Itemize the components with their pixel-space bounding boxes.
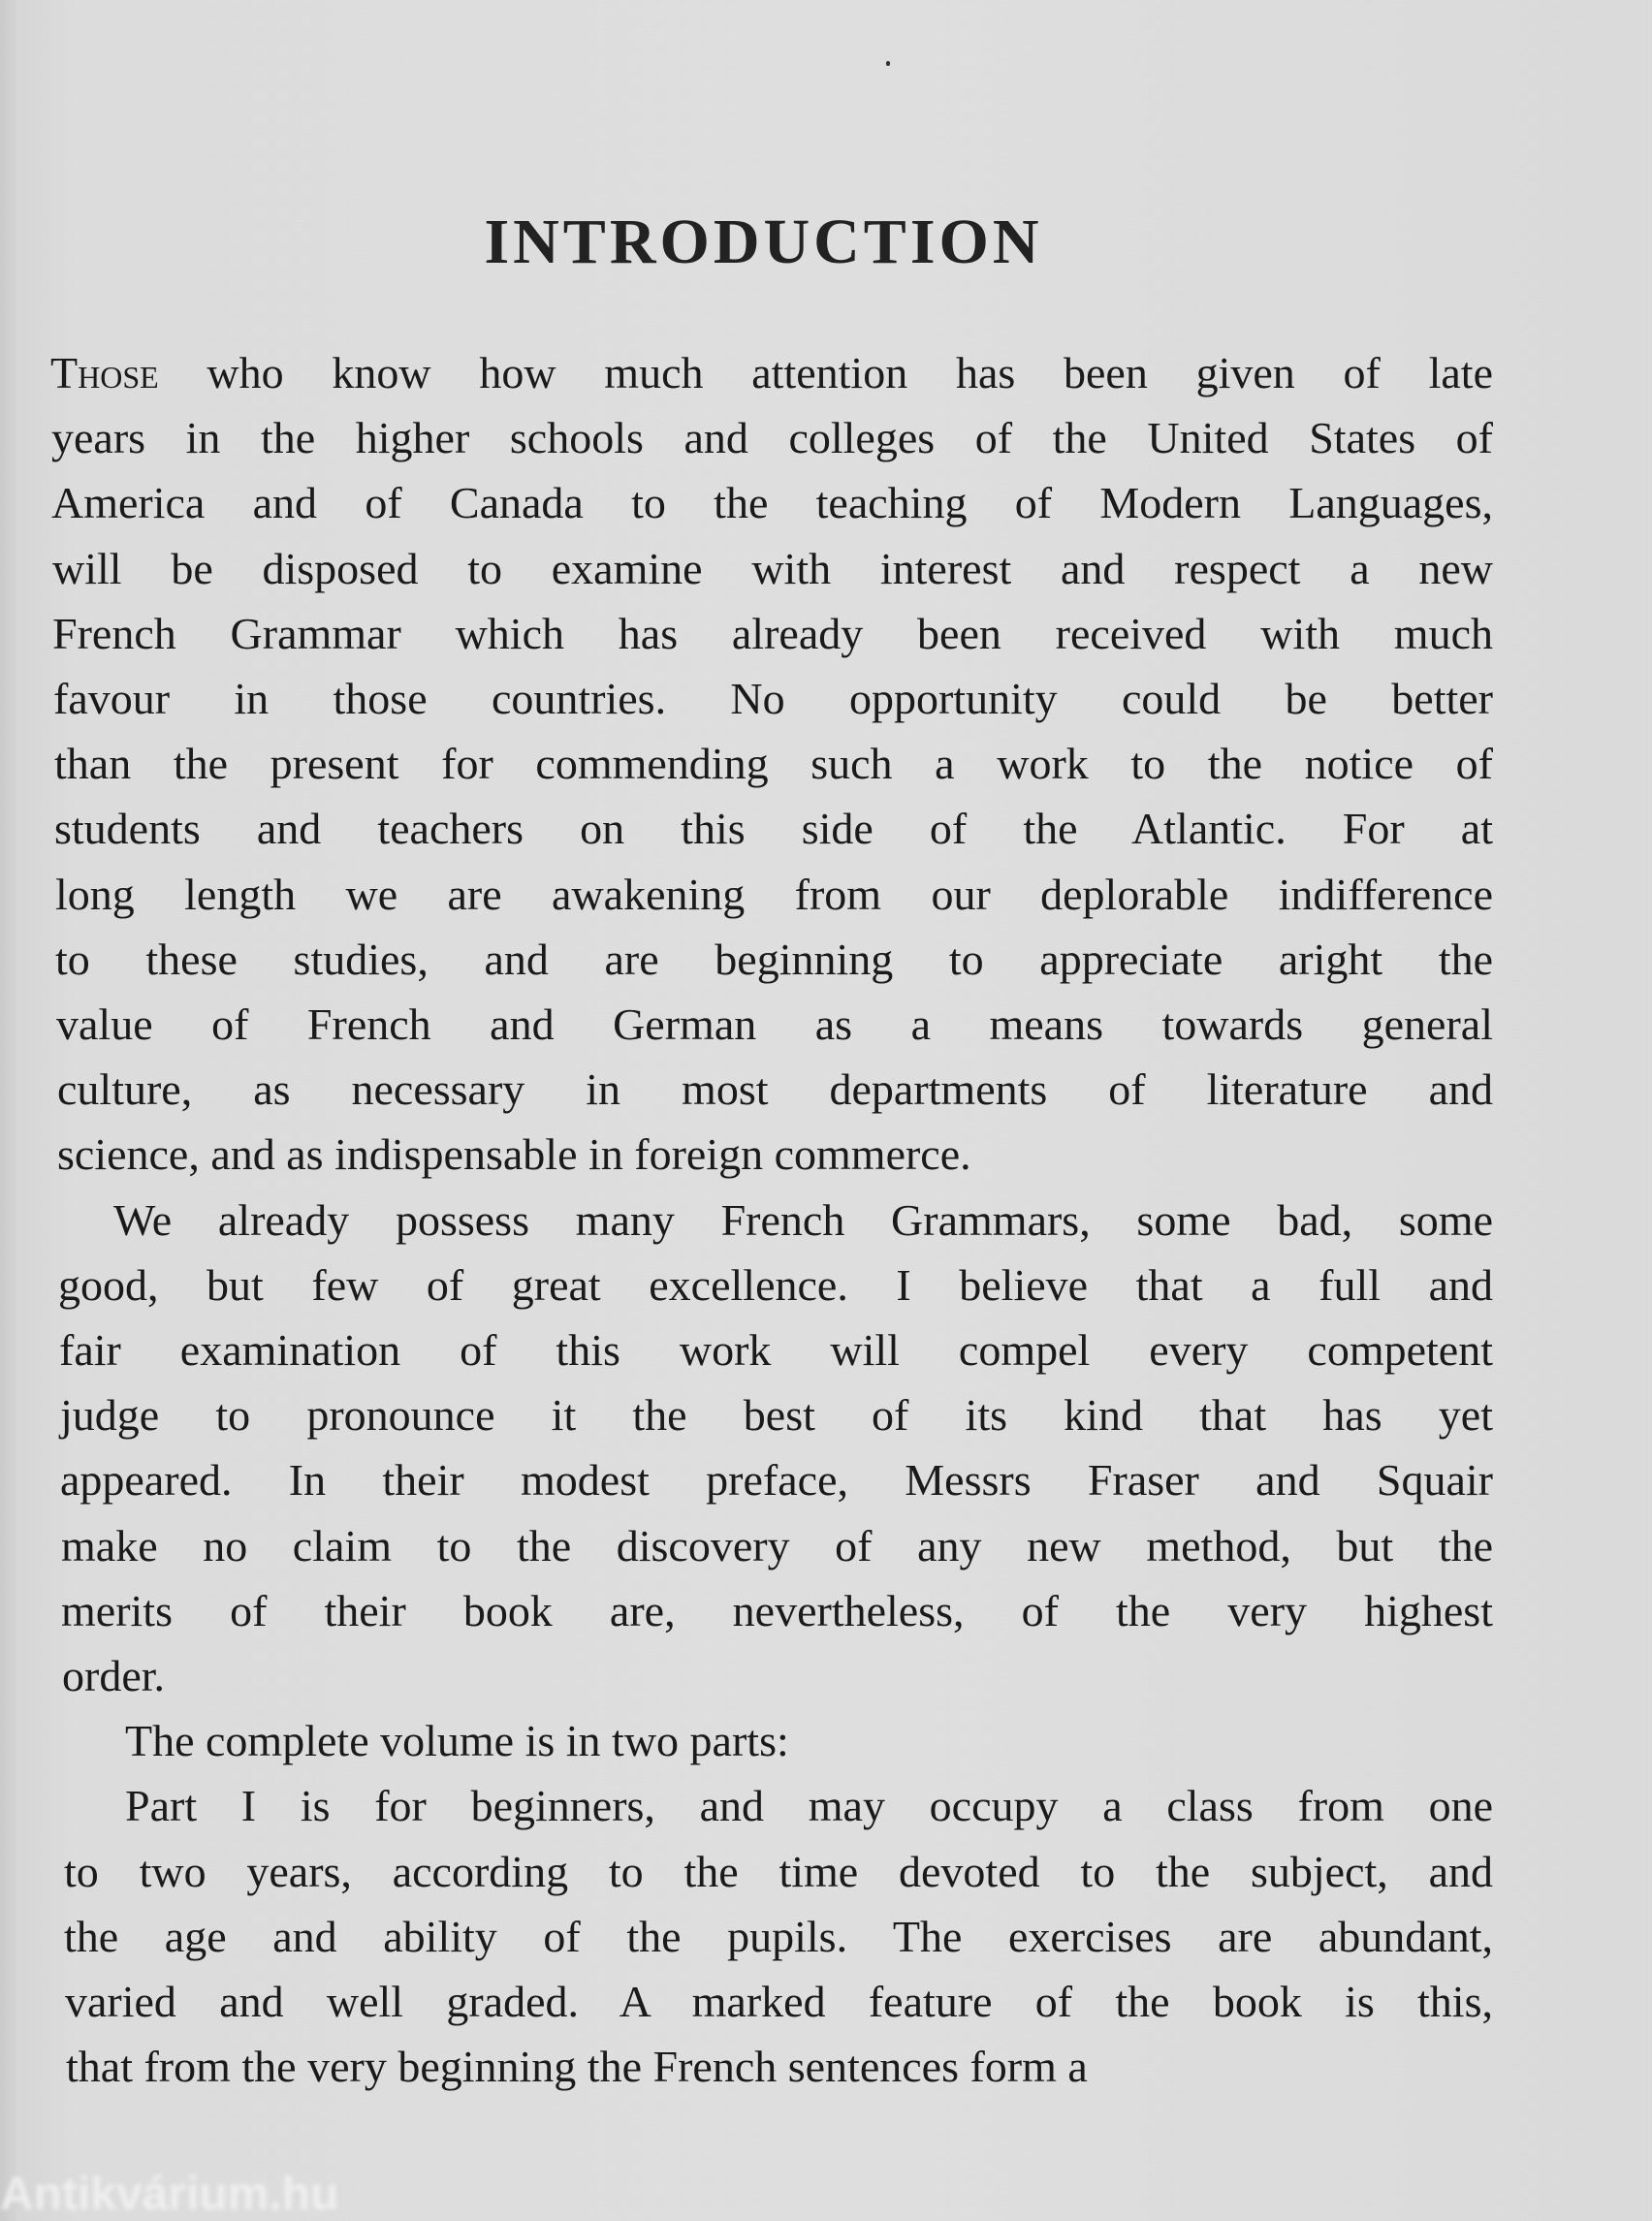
line-text: that from the very beginning the French sentences form a — [66, 2042, 1088, 2092]
text-line — [54, 731, 1493, 796]
line-text: the age and ability of the pupils. The exercises are abundant, — [64, 1911, 1493, 1961]
text-line — [66, 2034, 1493, 2099]
line-text: who know how much attention has been given of late — [158, 348, 1493, 397]
text-line — [62, 1643, 1493, 1708]
line-text: merits of their book are, nevertheless, of the very highest — [61, 1585, 1493, 1635]
text-line — [61, 1513, 1493, 1578]
line-text: science, and as indispensable in foreign commerce. — [57, 1129, 971, 1180]
line-text: order. — [62, 1651, 166, 1700]
text-line — [52, 536, 1493, 601]
text-line — [60, 1447, 1493, 1512]
line-text: judge to pronounce it the best of its kind that has yet — [60, 1390, 1493, 1441]
text-line — [55, 862, 1493, 927]
watermark: Antikvárium.hu — [0, 2169, 339, 2220]
line-text: good, but few of great excellence. I believe that a full and — [58, 1259, 1493, 1310]
text-line — [54, 796, 1493, 861]
text-line — [60, 1382, 1493, 1447]
text-line — [59, 1317, 1493, 1382]
line-text: The complete volume is in two parts: — [125, 1716, 789, 1766]
text-line — [61, 1578, 1493, 1643]
text-line — [58, 1253, 1493, 1317]
text-line — [51, 405, 1493, 470]
line-text: will be disposed to examine with interest and respect a new — [52, 543, 1493, 593]
line-text: to these studies, and are beginning to appreciate aright the — [55, 934, 1493, 984]
line-text: make no claim to the discovery of any new method, but the — [61, 1520, 1493, 1571]
line-text: students and teachers on this side of the Atlantic. For at — [54, 804, 1493, 854]
line-text: long length we are awakening from our deplorable indifference — [55, 869, 1493, 919]
text-line — [57, 1122, 1493, 1187]
text-line — [52, 601, 1493, 666]
page-title: INTRODUCTION — [484, 206, 1043, 277]
line-text: than the present for commending such a work to the notice of — [54, 739, 1493, 789]
line-text: America and of Canada to the teaching of Modern Languages, — [51, 478, 1493, 528]
text-line — [113, 1188, 1493, 1253]
line-text: value of French and German as a means towards general — [56, 999, 1493, 1049]
line-text: fair examination of this work will compel every competent — [59, 1325, 1493, 1375]
line-text: varied and well graded. A marked feature of the book is this, — [65, 1977, 1493, 2026]
text-line — [57, 1057, 1493, 1122]
text-line — [53, 666, 1493, 731]
text-line — [51, 470, 1493, 535]
line-text: culture, as necessary in most departments of literature and — [57, 1064, 1493, 1115]
line-text: Part I is for beginners, and may occupy a class from one — [125, 1781, 1493, 1831]
text-line — [55, 927, 1493, 992]
text-line — [125, 1708, 1493, 1773]
speck — [886, 61, 890, 66]
text-line — [50, 340, 1493, 405]
first-word: Those — [50, 348, 159, 397]
line-text: years in the higher schools and colleges of the United States of — [51, 413, 1493, 463]
text-line — [64, 1904, 1493, 1969]
text-line — [65, 1969, 1493, 2034]
text-line — [56, 992, 1493, 1057]
text-line — [64, 1839, 1493, 1904]
line-text: appeared. In their modest preface, Messrs Fraser and Squair — [60, 1455, 1493, 1506]
line-text: We already possess many French Grammars, some bad, some — [113, 1194, 1493, 1245]
line-text: to two years, according to the time devoted to the subject, and — [64, 1846, 1493, 1896]
text-line — [125, 1773, 1493, 1838]
line-text: favour in those countries. No opportunity could be better — [53, 674, 1493, 723]
line-text: French Grammar which has already been received with much — [52, 608, 1493, 658]
